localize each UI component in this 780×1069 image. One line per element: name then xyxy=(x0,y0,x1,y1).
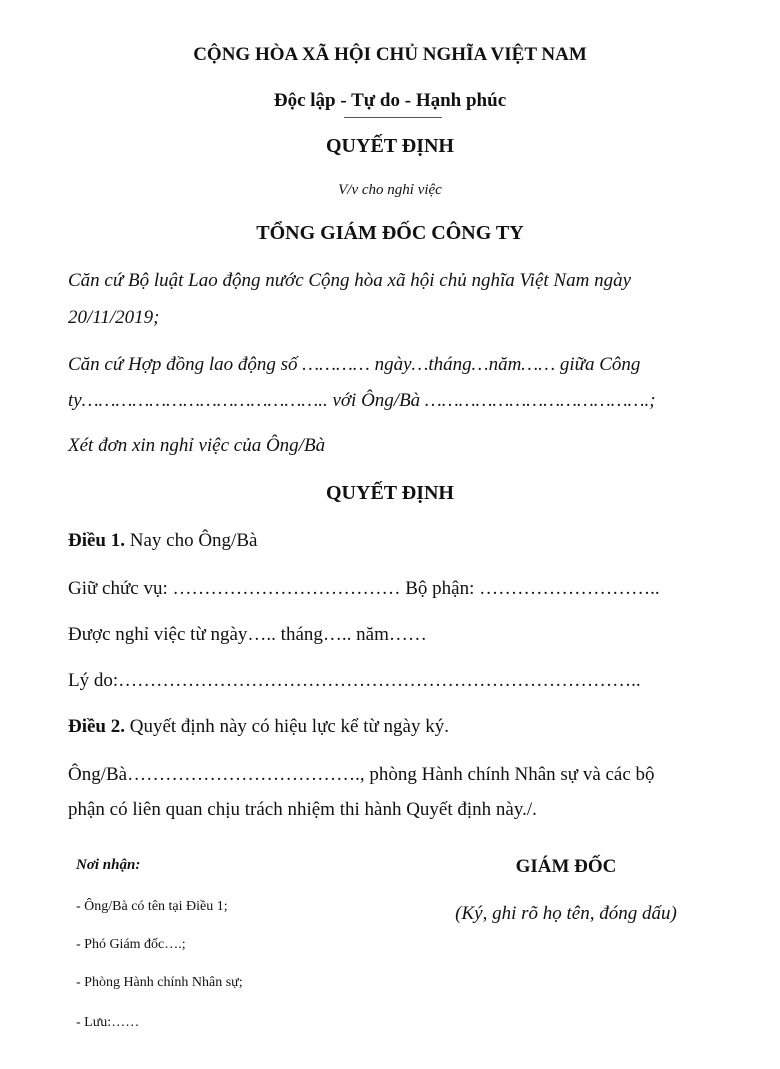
issuer-title: TỔNG GIÁM ĐỐC CÔNG TY xyxy=(256,222,524,244)
motto-underline xyxy=(344,117,442,118)
recipient-item: - Phòng Hành chính Nhân sự; xyxy=(76,975,243,990)
country-heading: CỘNG HÒA XÃ HỘI CHỦ NGHĨA VIỆT NAM xyxy=(193,44,587,65)
recipient-item: - Ông/Bà có tên tại Điều 1; xyxy=(76,899,228,914)
reason-line: Lý do:……………………………………………………………………….. xyxy=(68,670,641,691)
signature-title: GIÁM ĐỐC xyxy=(515,856,617,877)
article-2-detail-line-1: Ông/Bà………………………………., phòng Hành chính Nhân sự và các bộ xyxy=(68,764,655,785)
basis-line-5: Xét đơn xin nghỉ việc của Ông/Bà xyxy=(68,435,326,456)
article-1-text: Nay cho Ông/Bà xyxy=(125,530,258,551)
basis-line-4: ty…………………………………….. với Ông/Bà ………………………………….; xyxy=(68,390,656,411)
leave-date-line: Được nghỉ việc từ ngày….. tháng….. năm…… xyxy=(68,624,427,645)
basis-line-3: Căn cứ Hợp đồng lao động số ………… ngày…tháng…năm…… giữa Công xyxy=(68,354,641,375)
motto: Độc lập - Tự do - Hạnh phúc xyxy=(273,90,507,111)
signature-note: (Ký, ghi rõ họ tên, đóng dấu) xyxy=(455,903,677,924)
article-2-detail-line-2: phận có liên quan chịu trách nhiệm thi hành Quyết định này./. xyxy=(68,799,537,820)
position-line: Giữ chức vụ: ……………………………… Bộ phận: ……………………….. xyxy=(68,578,660,599)
document-subject: V/v cho nghỉ việc xyxy=(338,182,442,198)
article-2-label: Điều 2. xyxy=(68,716,125,737)
article-2-text: Quyết định này có hiệu lực kể từ ngày ký. xyxy=(125,716,449,737)
document-title: QUYẾT ĐỊNH xyxy=(326,135,454,157)
basis-line-2: 20/11/2019; xyxy=(68,307,160,328)
recipient-item: - Lưu:…… xyxy=(76,1015,140,1030)
article-1-label: Điều 1. xyxy=(68,530,125,551)
article-1-line xyxy=(68,530,257,552)
decision-heading: QUYẾT ĐỊNH xyxy=(326,482,454,504)
recipient-item: - Phó Giám đốc….; xyxy=(76,937,186,952)
recipients-heading: Nơi nhận: xyxy=(76,857,141,873)
basis-line-1: Căn cứ Bộ luật Lao động nước Cộng hòa xã hội chủ nghĩa Việt Nam ngày xyxy=(68,270,631,291)
article-2-line xyxy=(68,716,449,738)
